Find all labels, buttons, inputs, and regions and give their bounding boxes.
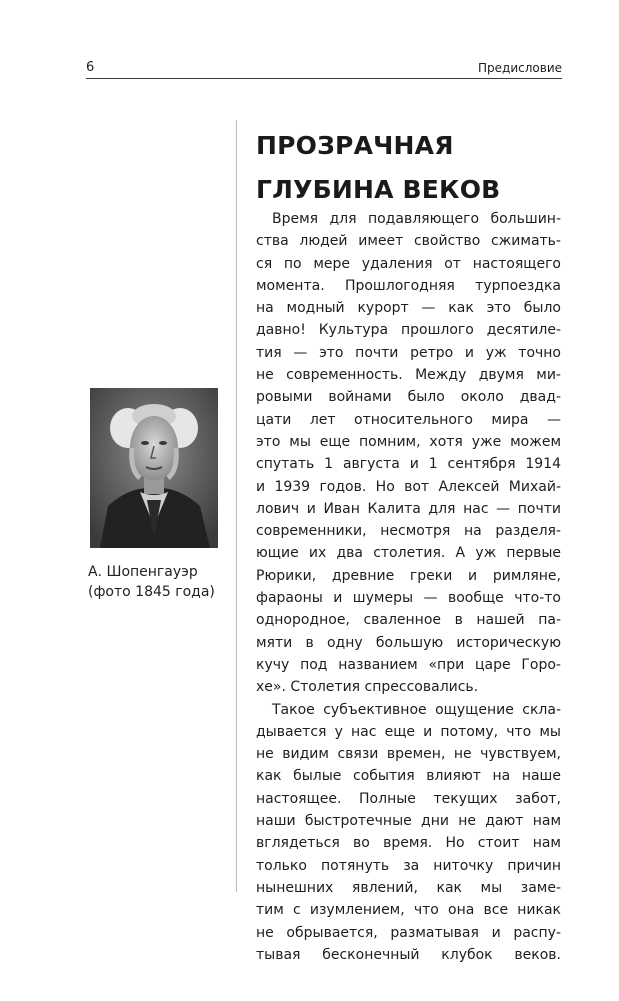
- section-title: Предисловие: [478, 61, 562, 75]
- text-line: нынешних явлений, как мы заме-: [256, 879, 561, 896]
- title-line: ГЛУБИНА ВЕКОВ: [256, 175, 501, 204]
- text-line: не видим связи времен, не чувствуем,: [256, 746, 561, 763]
- chapter-title: [256, 124, 566, 212]
- text-line: настоящее. Полные текущих забот,: [256, 790, 561, 807]
- portrait-image: [90, 388, 218, 548]
- photo-caption: [88, 562, 228, 602]
- text-line: не обрывается, разматывая и распу-: [256, 924, 561, 941]
- text-line: Время для подавляющего большин-: [272, 211, 561, 227]
- text-line: Рюрики, древние греки и римляне,: [256, 567, 561, 584]
- text-line: ства людей имеет свойство сжимать-: [256, 233, 561, 250]
- text-line: не современность. Между двумя ми-: [256, 367, 561, 384]
- paragraph-2: [256, 699, 561, 967]
- text-line: ровыми войнами было около двад-: [256, 389, 561, 406]
- text-line: это мы еще помним, хотя уже можем: [256, 433, 561, 450]
- text-line: хе». Столетия спрессовались.: [256, 679, 479, 696]
- text-line: давно! Культура прошлого десятиле-: [256, 322, 561, 339]
- text-line: тывая бесконечный клубок веков.: [256, 946, 561, 963]
- caption-line: А. Шопенгауэр: [88, 564, 198, 580]
- text-line: только потянуть за ниточку причин: [256, 857, 561, 874]
- text-line: современники, несмотря на разделя-: [256, 523, 561, 540]
- paragraph-1: [256, 208, 561, 699]
- text-line: вглядеться во время. Но стоит нам: [256, 835, 561, 852]
- caption-line: (фото 1845 года): [88, 584, 215, 600]
- text-line: тия — это почти ретро и уж точно: [256, 344, 561, 361]
- page-number: 6: [86, 60, 95, 75]
- text-line: лович и Иван Калита для нас — почти: [256, 500, 561, 517]
- article-body: [256, 208, 561, 966]
- text-line: наши быстротечные дни не дают нам: [256, 813, 561, 830]
- portrait-photo: [90, 388, 218, 548]
- text-line: как былые события влияют на наше: [256, 768, 561, 785]
- text-line: цати лет относительного мира —: [256, 411, 561, 428]
- text-line: фараоны и шумеры — вообще что-то: [256, 590, 561, 607]
- text-line: однородное, сваленное в нашей па-: [256, 612, 561, 629]
- title-line: ПРОЗРАЧНАЯ: [256, 131, 454, 160]
- text-line: момента. Прошлогодняя турпоездка: [256, 277, 561, 294]
- column-divider: [236, 120, 237, 892]
- text-line: на модный курорт — как это было: [256, 300, 561, 317]
- text-line: тим с изумлением, что она все никак: [256, 902, 561, 919]
- running-header: [86, 58, 562, 79]
- text-line: Такое субъективное ощущение скла-: [272, 701, 561, 718]
- text-line: дывается у нас еще и потому, что мы: [256, 723, 561, 740]
- text-line: ющие их два столетия. А уж первые: [256, 545, 561, 562]
- text-line: мяти в одну большую историческую: [256, 634, 561, 651]
- text-line: ся по мере удаления от настоящего: [256, 255, 561, 272]
- text-line: кучу под названием «при царе Горо-: [256, 656, 561, 673]
- text-line: спутать 1 августа и 1 сентября 1914: [256, 456, 561, 473]
- text-line: и 1939 годов. Но вот Алексей Михай-: [256, 478, 561, 495]
